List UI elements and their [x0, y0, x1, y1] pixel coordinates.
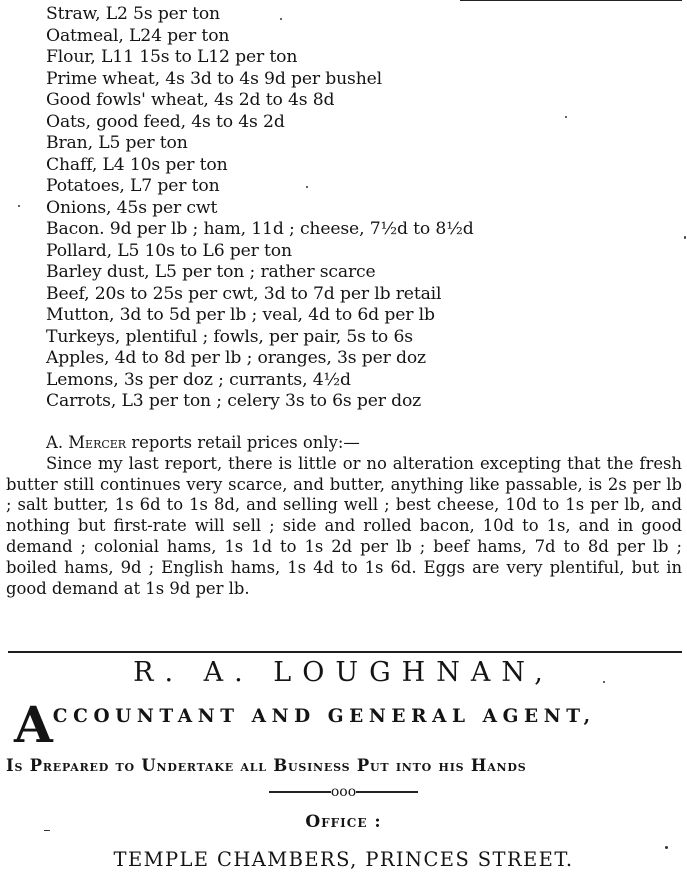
- advert-name: R. A. LOUGHNAN,: [133, 657, 554, 688]
- retail-report: [6, 433, 682, 599]
- price-line: Beef, 20s to 25s per cwt, 3d to 7d per lb retail: [46, 283, 442, 304]
- report-intro-text: reports retail prices only:—: [131, 433, 360, 452]
- print-speck: [603, 681, 605, 683]
- print-speck: [18, 205, 20, 207]
- office-address: TEMPLE CHAMBERS, PRINCES STREET.: [113, 848, 574, 871]
- separator-dash-right: [356, 791, 418, 793]
- price-line: Turkeys, plentiful ; fowls, per pair, 5s to 6s: [46, 326, 413, 347]
- advert-title-initial: A: [14, 695, 53, 754]
- ornament-separator: [0, 784, 687, 800]
- price-line: Carrots, L3 per ton ; celery 3s to 6s per doz: [46, 391, 422, 411]
- price-line: Flour, L11 15s to L12 per ton: [46, 47, 298, 67]
- print-speck: [684, 236, 686, 239]
- price-line: Bacon. 9d per lb ; ham, 11d ; cheese, 7½d to 8½d: [46, 219, 474, 239]
- advert-title-rest: CCOUNTANT AND GENERAL AGENT,: [52, 706, 596, 727]
- print-speck: [44, 830, 50, 831]
- section-divider: [8, 651, 682, 653]
- print-speck: [280, 18, 282, 20]
- print-speck: [565, 116, 567, 118]
- price-line: Lemons, 3s per doz ; currants, 4½d: [46, 369, 351, 390]
- report-body-paragraph: [6, 454, 682, 600]
- print-speck: [306, 186, 308, 188]
- price-line: Straw, L2 5s per ton: [46, 4, 220, 24]
- separator-dash-left: [269, 791, 331, 793]
- price-line: Mutton, 3d to 5d per lb ; veal, 4d to 6d per lb: [46, 305, 435, 325]
- price-line: Prime wheat, 4s 3d to 4s 9d per bushel: [46, 68, 382, 89]
- print-speck: [665, 846, 668, 849]
- price-line: Pollard, L5 10s to L6 per ton: [46, 240, 292, 261]
- price-line: Potatoes, L7 per ton: [46, 176, 220, 196]
- report-intro: [6, 433, 682, 454]
- advert-subtitle: Is Prepared to Undertake all Business Put into his Hands: [6, 756, 527, 775]
- top-rule: [460, 0, 682, 1]
- reporter-name: A. Mercer: [46, 433, 127, 452]
- price-line: Chaff, L4 10s per ton: [46, 154, 228, 175]
- price-line: Good fowls' wheat, 4s 2d to 4s 8d: [46, 90, 335, 110]
- price-list: [46, 4, 676, 413]
- price-line: Apples, 4d to 8d per lb ; oranges, 3s per doz: [46, 348, 426, 368]
- price-line: Barley dust, L5 per ton ; rather scarce: [46, 262, 376, 282]
- advert-title: [14, 695, 686, 754]
- office-label: Office :: [305, 812, 382, 832]
- price-line: Bran, L5 per ton: [46, 133, 188, 153]
- report-body-text: Since my last report, there is little or no alteration excepting that the fresh butter still continues very scarce, and butter, anything like passable, is 2s per lb ; salt butter, 1s 6d to 1s 8d, and selling well ; best cheese, 10d to 1s per lb, and nothing but first-rate will sell ; side and rolled bacon, 10d to 1s, and in good demand ; colonial hams, 1s 1d to 1s 2d per lb ; beef hams, 7d to 8d per lb ; boiled hams, 9d ; English hams, 1s 4d to 1s 6d. Eggs are very plentiful, but in good demand at 1s 9d per lb.: [6, 453, 682, 598]
- price-line: Oats, good feed, 4s to 4s 2d: [46, 111, 285, 132]
- separator-text: ooo: [330, 784, 357, 800]
- price-line: Oatmeal, L24 per ton: [46, 25, 230, 46]
- price-line: Onions, 45s per cwt: [46, 197, 218, 218]
